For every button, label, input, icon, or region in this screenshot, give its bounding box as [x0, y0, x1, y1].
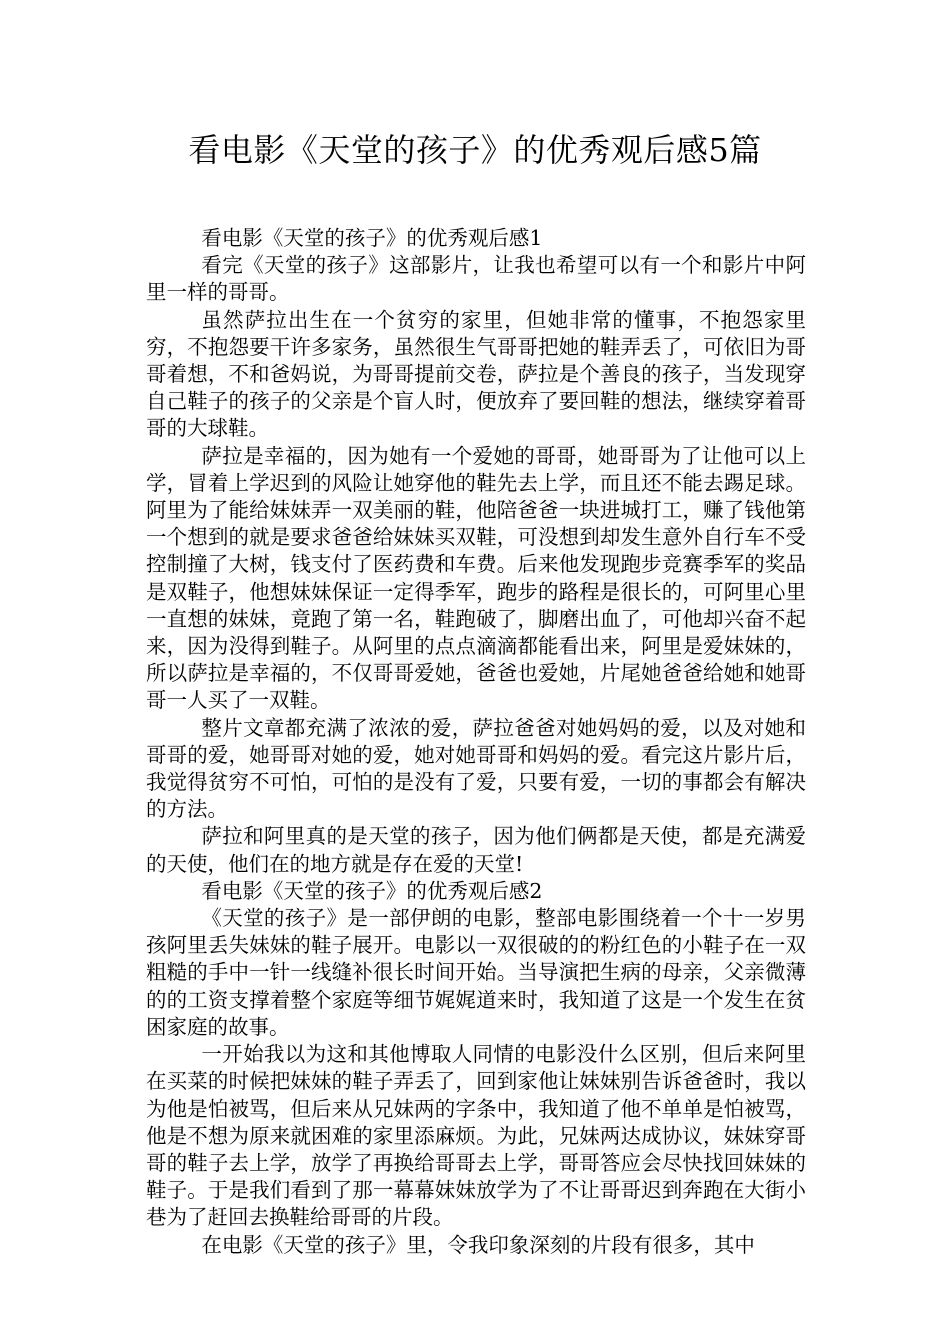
body-paragraph: 萨拉和阿里真的是天堂的孩子，因为他们俩都是天使，都是充满爱的天使，他们在的地方就是存在爱的天堂! [146, 824, 806, 876]
body-paragraph: 虽然萨拉出生在一个贫穷的家里，但她非常的懂事，不抱怨家里穷，不抱怨要干许多家务，虽然很生气哥哥把她的鞋弄丢了，可依旧为哥哥着想，不和爸妈说，为哥哥提前交卷，萨拉是个善良的孩子，当发现穿自己鞋子的孩子的父亲是个盲人时，便放弃了要回鞋的想法，继续穿着哥哥的大球鞋。 [146, 307, 806, 441]
body-paragraph: 看完《天堂的孩子》这部影片，让我也希望可以有一个和影片中阿里一样的哥哥。 [146, 253, 806, 305]
document-body [146, 225, 806, 1259]
section-heading-1: 看电影《天堂的孩子》的优秀观后感1 [201, 226, 543, 250]
body-paragraph: 萨拉是幸福的，因为她有一个爱她的哥哥，她哥哥为了让他可以上学，冒着上学迟到的风险让她穿他的鞋先去上学，而且还不能去踢足球。阿里为了能给妹妹弄一双美丽的鞋，他陪爸爸一块进城打工，赚了钱他第一个想到的就是要求爸爸给妹妹买双鞋，可没想到却发生意外自行车不受控制撞了大树，钱支付了医药费和车费。后来他发现跑步竞赛季军的奖品是双鞋子，他想妹妹保证一定得季军，跑步的路程是很长的，可阿里心里一直想的妹妹，竟跑了第一名，鞋跑破了，脚磨出血了，可他却兴奋不起来，因为没得到鞋子。从阿里的点点滴滴都能看出来，阿里是爱妹妹的，所以萨拉是幸福的，不仅哥哥爱她，爸爸也爱她，片尾她爸爸给她和她哥哥一人买了一双鞋。 [146, 443, 806, 713]
document-title: 看电影《天堂的孩子》的优秀观后感5篇 [188, 131, 762, 169]
section-heading-2: 看电影《天堂的孩子》的优秀观后感2 [201, 878, 543, 903]
body-paragraph: 在电影《天堂的孩子》里，令我印象深刻的片段有很多，其中 [201, 1232, 755, 1257]
body-paragraph: 整片文章都充满了浓浓的爱，萨拉爸爸对她妈妈的爱，以及对她和哥哥的爱，她哥哥对她的爱，她对她哥哥和妈妈的爱。看完这片影片后，我觉得贫穷不可怕，可怕的是没有了爱，只要有爱，一切的事都会有解决的方法。 [146, 715, 806, 822]
body-paragraph: 一开始我以为这和其他博取人同情的电影没什么区别，但后来阿里在买菜的时候把妹妹的鞋子弄丢了，回到家他让妹妹别告诉爸爸时，我以为他是怕被骂，但后来从兄妹两的字条中，我知道了他不单单是怕被骂，他是不想为原来就困难的家里添麻烦。为此，兄妹两达成协议，妹妹穿哥哥的鞋子去上学，放学了再换给哥哥去上学，哥哥答应会尽快找回妹妹的鞋子。于是我们看到了那一幕幕妹妹放学为了不让哥哥迟到奔跑在大街小巷为了赶回去换鞋给哥哥的片段。 [146, 1042, 806, 1230]
body-paragraph: 《天堂的孩子》是一部伊朗的电影，整部电影围绕着一个十一岁男孩阿里丢失妹妹的鞋子展开。电影以一双很破的的粉红色的小鞋子在一双粗糙的手中一针一线缝补很长时间开始。当导演把生病的母亲，父亲微薄的的工资支撑着整个家庭等细节娓娓道来时，我知道了这是一个发生在贫困家庭的故事。 [146, 906, 806, 1039]
